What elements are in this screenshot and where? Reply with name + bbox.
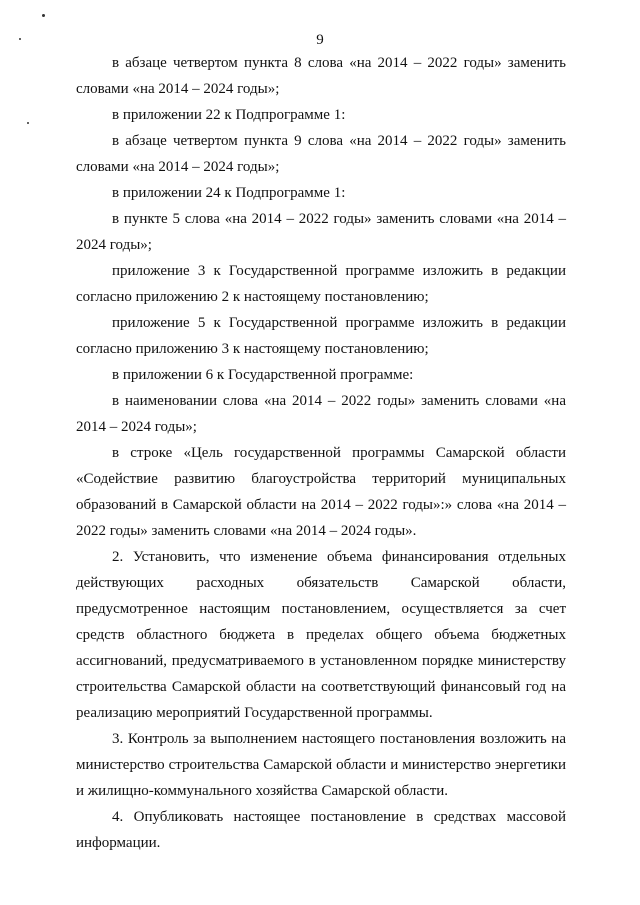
paragraph-amend-item-5: в пункте 5 слова «на 2014 – 2022 годы» заменить словами «на 2014 – 2024 годы»;: [76, 211, 566, 253]
scan-speck: [27, 122, 29, 124]
paragraph-amend-goal-row: в строке «Цель государственной программы Самарской области «Содействие развитию благоустройства территорий муниципальных образований в Самарской области на 2014 – 2022 годы»:» слова «на 2014 – 2022 годы» заменить словами «на 2014 – 2024 годы».: [76, 445, 566, 539]
paragraph-appendix-24: в приложении 24 к Подпрограмме 1:: [112, 185, 346, 201]
paragraph-clause-4-publish: 4. Опубликовать настоящее постановление в средствах массовой информации.: [76, 809, 566, 851]
scan-speck: [42, 14, 45, 17]
paragraph-clause-2-financing: 2. Установить, что изменение объема финансирования отдельных действующих расходных обязательств Самарской области, предусмотренное настоящим постановлением, осуществляется за счет средств областного бюджета в пределах общего объема бюджетных ассигнований, предусматриваемого в установленном порядке министерству строительства Самарской области на соответствующий финансовый год на реализацию мероприятий Государственной программы.: [76, 549, 566, 721]
paragraph-appendix-5: приложение 5 к Государственной программе изложить в редакции согласно приложению 3 к настоящему постановлению;: [76, 315, 566, 357]
paragraph-amend-item-9: в абзаце четвертом пункта 9 слова «на 2014 – 2022 годы» заменить словами «на 2014 – 2024 годы»;: [76, 133, 566, 175]
paragraph-appendix-3: приложение 3 к Государственной программе изложить в редакции согласно приложению 2 к настоящему постановлению;: [76, 263, 566, 305]
paragraph-amend-item-8: в абзаце четвертом пункта 8 слова «на 2014 – 2022 годы» заменить словами «на 2014 – 2024 годы»;: [76, 55, 566, 97]
paragraph-amend-title: в наименовании слова «на 2014 – 2022 годы» заменить словами «на 2014 – 2024 годы»;: [76, 393, 566, 435]
paragraph-clause-3-control: 3. Контроль за выполнением настоящего постановления возложить на министерство строительства Самарской области и министерство энергетики и жилищно-коммунального хозяйства Самарской области.: [76, 731, 566, 799]
page-number: 9: [316, 32, 324, 48]
paragraph-appendix-22: в приложении 22 к Подпрограмме 1:: [112, 107, 346, 123]
document-body: [76, 50, 566, 856]
paragraph-appendix-6: в приложении 6 к Государственной программе:: [112, 367, 414, 383]
